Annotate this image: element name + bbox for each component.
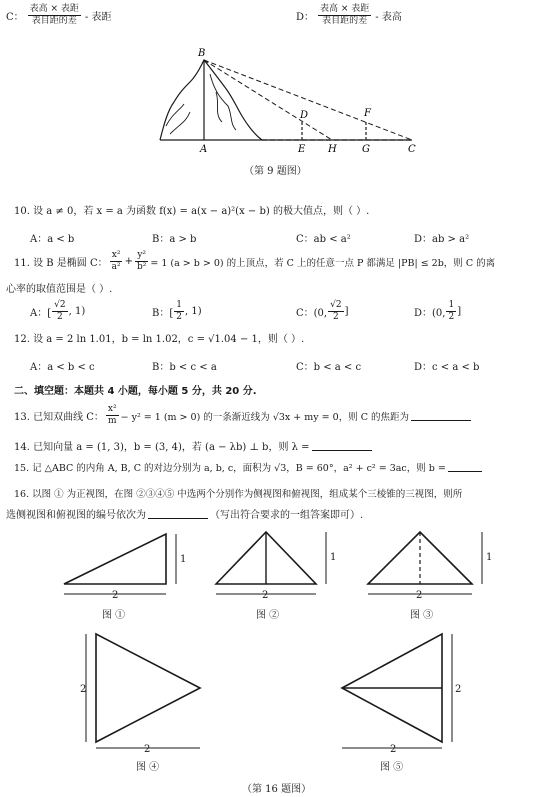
fig16-view-2 <box>212 528 340 624</box>
q8-option-c-denominator: 表目距的差 <box>31 16 77 26</box>
fig9-label-h: H <box>328 144 337 155</box>
q12-option-c: C：b < a < c <box>296 362 362 373</box>
q8-option-c-tail: - 表距 <box>84 12 112 23</box>
fig9-caption: （第 9 题图） <box>244 166 307 177</box>
q11-stem-post: = 1 (a > b > 0) 的上顶点，若 C 上的任意一点 P 都满足 |PB| ≤ 2b，则 C 的离 <box>150 257 496 269</box>
q13-frac <box>106 404 119 427</box>
fig3-caption: 图 ③ <box>410 610 434 621</box>
q16-line2 <box>6 506 363 521</box>
q11-frac-x-num: x² <box>111 250 121 260</box>
fig9-label-a: A <box>200 144 208 155</box>
q13-post: − y² = 1 (m > 0) 的一条渐近线为 √3x + my = 0，则 C 的焦距为 <box>120 411 410 423</box>
q12-option-d: D：c < a < b <box>414 362 480 373</box>
fig5-caption: 图 ⑤ <box>380 762 404 773</box>
q11-option-d-num: 1 <box>448 300 455 310</box>
fig16-view-5 <box>336 630 466 780</box>
q10-option-d: D：ab > a² <box>414 234 470 245</box>
q16-answer-blank[interactable] <box>148 509 208 519</box>
fig9-label-f: F <box>364 108 371 119</box>
fig1-dim-width-label: 2 <box>112 590 119 601</box>
q14-text: 14. 已知向量 a = (1, 3)，b = (3, 4)，若 (a − λb) ⊥ b，则 λ = <box>14 442 310 453</box>
q11-plus: + <box>124 256 133 267</box>
q11-stem-pre: 11. 设 B 是椭圆 C： <box>14 258 108 269</box>
q11-option-d-pre: D：(0, <box>414 308 446 319</box>
q16-line1: 16. 以图 ① 为正视图，在图 ②③④⑤ 中选两个分别作为侧视图和俯视图，组成某个三棱锥的三视图，则所 <box>14 489 463 500</box>
q11-option-c-num: √2 <box>330 300 342 310</box>
q13-answer-blank[interactable] <box>411 411 471 421</box>
q8-option-d-denominator: 表目距的差 <box>322 16 368 26</box>
q10-stem: 10. 设 a ≠ 0，若 x = a 为函数 f(x) = a(x − a)²(x − b) 的极大值点，则（ ）. <box>14 206 370 217</box>
q11-stem <box>14 250 495 273</box>
q11-option-b-post: , 1) <box>184 306 202 317</box>
q12-option-b: B：b < c < a <box>152 362 217 373</box>
fig2-dim-width-label: 2 <box>262 590 269 601</box>
q8-option-d-numerator: 表高 × 表距 <box>320 4 370 14</box>
fig1-dim-height-label: 1 <box>180 554 187 565</box>
q8-option-c <box>6 4 111 27</box>
fig9-label-c: C <box>408 144 416 155</box>
fig9-mountain-detail <box>166 74 236 134</box>
q12-option-a: A：a < b < c <box>30 362 95 373</box>
q15-answer-blank[interactable] <box>448 462 482 472</box>
q11-option-a-frac <box>52 300 67 323</box>
q11-option-b <box>152 300 202 323</box>
fig16-view-4 <box>80 630 210 780</box>
q11-frac-x-den: a² <box>111 262 121 272</box>
fig4-triangle <box>96 634 200 742</box>
q11-option-a-post: , 1) <box>68 306 86 317</box>
q11-option-b-pre: B：[ <box>152 308 174 319</box>
fig9-label-g: G <box>362 144 370 155</box>
q14-answer-blank[interactable] <box>312 441 372 451</box>
fig5-dim-width-label: 2 <box>390 744 397 755</box>
q11-option-d-den: 2 <box>448 312 455 322</box>
q11-option-c-post: ] <box>344 306 349 317</box>
fig16-view-3 <box>364 528 492 624</box>
q11-option-b-den: 2 <box>176 312 182 322</box>
section2-heading: 二、填空题：本题共 4 小题，每小题 5 分，共 20 分. <box>14 386 257 397</box>
q11-option-c-frac <box>328 300 343 323</box>
q11-option-a-pre: A：[ <box>30 308 52 319</box>
fig2-dim-height-label: 1 <box>330 552 337 563</box>
q8-option-d <box>296 4 402 27</box>
q8-option-d-label: D： <box>296 12 315 23</box>
q11-stem-line2: 心率的取值范围是（ ）. <box>6 284 113 295</box>
fig2-caption: 图 ② <box>256 610 280 621</box>
q11-option-c-den: 2 <box>332 312 339 322</box>
fig9-sightline-bh <box>204 60 332 140</box>
q14 <box>14 438 372 453</box>
q11-frac-x <box>110 250 123 273</box>
q15 <box>14 460 482 474</box>
q11-option-d-frac <box>446 300 456 323</box>
fig9-diagram <box>140 44 430 160</box>
fig9-label-e: E <box>298 144 306 155</box>
q10-option-b: B：a > b <box>152 234 197 245</box>
fig1-caption: 图 ① <box>102 610 126 621</box>
fig1-triangle <box>64 534 166 584</box>
q10-option-c: C：ab < a² <box>296 234 351 245</box>
q13-frac-num: x² <box>107 404 117 414</box>
fig4-dim-height-label: 2 <box>80 684 87 695</box>
q8-option-c-fraction <box>28 4 81 27</box>
q11-option-a-den: 2 <box>56 312 63 322</box>
q11-frac-y-num: y² <box>137 250 147 260</box>
q13-pre: 13. 已知双曲线 C： <box>14 412 104 423</box>
fig9-mountain-outline <box>160 60 262 140</box>
q11-frac-y-den: b² <box>137 262 147 272</box>
q11-option-b-num: 1 <box>176 300 182 310</box>
q12-stem: 12. 设 a = 2 ln 1.01，b = ln 1.02，c = √1.04 − 1，则（ ）. <box>14 334 305 345</box>
q11-frac-y <box>135 250 148 273</box>
fig4-dim-width-label: 2 <box>144 744 151 755</box>
q8-option-c-numerator: 表高 × 表距 <box>29 4 79 14</box>
q11-option-d <box>414 300 461 323</box>
q16-line2-pre: 选侧视图和俯视图的编号依次为 <box>6 510 146 521</box>
fig5-dim-height-label: 2 <box>455 684 462 695</box>
fig16-view-1 <box>58 528 190 624</box>
q11-option-b-frac <box>174 300 184 323</box>
fig4-caption: 图 ④ <box>136 762 160 773</box>
q8-option-c-label: C： <box>6 12 24 23</box>
fig9-label-b: B <box>198 48 206 59</box>
q8-option-d-tail: - 表高 <box>375 12 402 23</box>
q13-frac-den: m <box>107 416 117 426</box>
fig3-dim-width-label: 2 <box>416 590 423 601</box>
q11-option-a <box>30 300 85 323</box>
q11-option-c <box>296 300 348 323</box>
q15-text: 15. 记 △ABC 的内角 A, B, C 的对边分别为 a, b, c，面积为 √3，B = 60°，a² + c² = 3ac，则 b = <box>14 463 446 474</box>
fig9-label-d: D <box>300 110 309 121</box>
fig16-caption: （第 16 题图） <box>242 784 312 795</box>
q13 <box>14 404 471 427</box>
q8-option-d-fraction <box>318 4 371 27</box>
fig3-dim-height-label: 1 <box>486 552 492 563</box>
q11-option-a-num: √2 <box>54 300 66 310</box>
fig9-sightline-bc <box>204 60 412 140</box>
q16-line2-post: （写出符合要求的一组答案即可）. <box>210 510 364 521</box>
q11-option-c-pre: C：(0, <box>296 308 328 319</box>
q11-option-d-post: ] <box>457 306 462 317</box>
q10-option-a: A：a < b <box>30 234 75 245</box>
